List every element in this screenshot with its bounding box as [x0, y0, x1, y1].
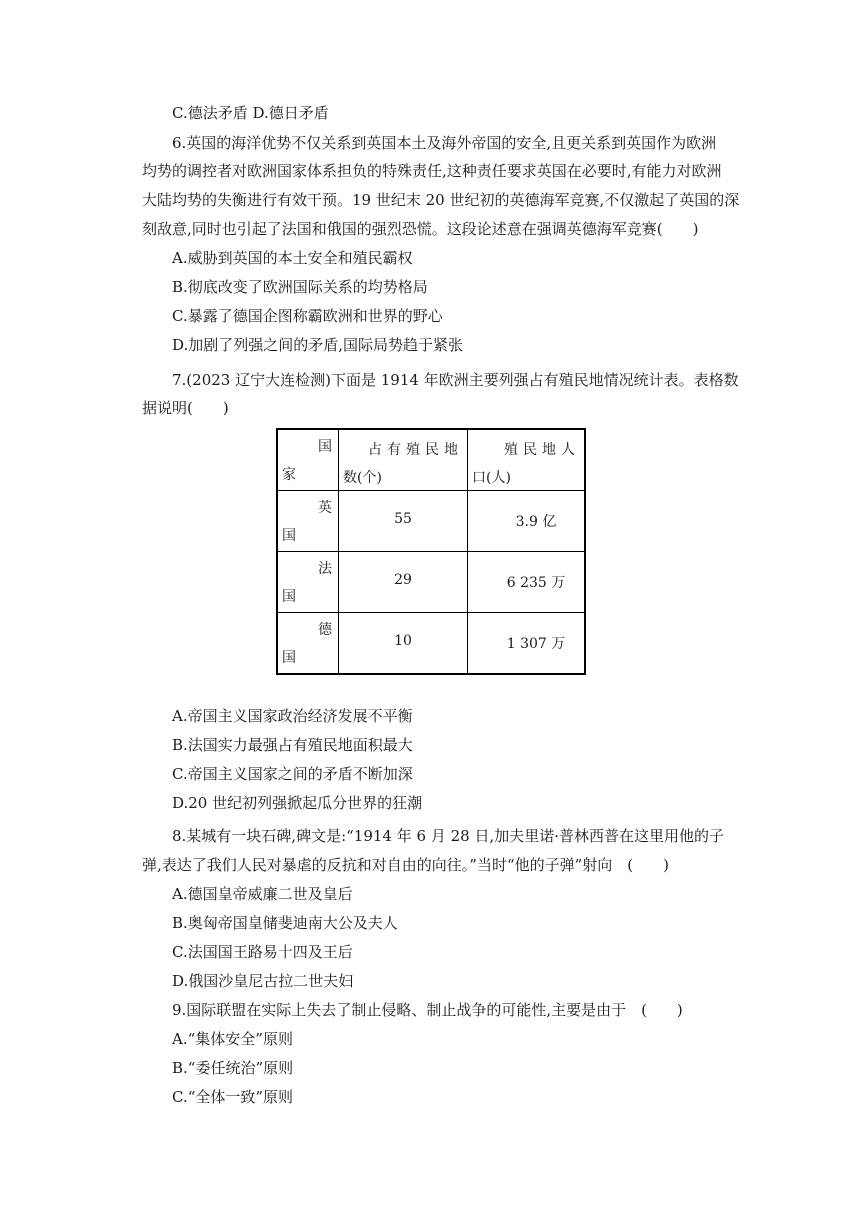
- colony-count: 29: [394, 572, 412, 588]
- question-7-text: 7.(2023 辽宁大连检测)下面是 1914 年欧洲主要列强占有殖民地情况统计表。表格数: [172, 371, 739, 389]
- colony-count: 55: [394, 511, 412, 527]
- option-line: C.德法矛盾 D.德日矛盾: [172, 104, 329, 122]
- question-9-option-b: B.“委任统治”原则: [172, 1059, 294, 1077]
- colony-count: 10: [394, 633, 412, 649]
- question-6-option-c: C.暴露了德国企图称霸欧洲和世界的野心: [172, 307, 443, 325]
- question-8-text: 弹,表达了我们人民对暴虐的反抗和对自由的向往。”当时“他的子弹”射向 ( ): [142, 856, 669, 874]
- question-7-option-b: B.法国实力最强占有殖民地面积最大: [172, 736, 413, 754]
- colony-population: 1 307 万: [506, 636, 566, 652]
- colony-population: 6 235 万: [506, 575, 566, 591]
- question-6-option-d: D.加剧了列强之间的矛盾,国际局势趋于紧张: [172, 336, 464, 354]
- question-6-text: 6.英国的海洋优势不仅关系到英国本土及海外帝国的安全,且更关系到英国作为欧洲: [172, 134, 717, 152]
- header-country: 国 家: [277, 429, 339, 491]
- question-8-option-d: D.俄国沙皇尼古拉二世夫妇: [172, 972, 354, 990]
- question-6-option-b: B.彻底改变了欧洲国际关系的均势格局: [172, 278, 428, 296]
- country-name: 法: [318, 561, 332, 577]
- question-7-option-a: A.帝国主义国家政治经济发展不平衡: [172, 707, 413, 725]
- question-6-option-a: A.威胁到英国的本土安全和殖民霸权: [172, 249, 413, 267]
- colony-population: 3.9 亿: [515, 514, 557, 530]
- header-colony-population: 殖民地人 口(人): [468, 429, 586, 491]
- question-7-text: 据说明( ): [142, 399, 229, 417]
- question-6-text: 均势的调控者对欧洲国家体系担负的特殊责任,这种责任要求英国在必要时,有能力对欧洲: [142, 162, 722, 180]
- question-8-option-c: C.法国国王路易十四及王后: [172, 943, 353, 961]
- question-6-text: 刻敌意,同时也引起了法国和俄国的强烈恐慌。这段论述意在强调英德海军竞赛( ): [142, 220, 699, 238]
- header-colony-count: 占有殖民地 数(个): [339, 429, 468, 491]
- question-9-text: 9.国际联盟在实际上失去了制止侵略、制止战争的可能性,主要是由于 ( ): [172, 1001, 683, 1019]
- country-name: 英: [318, 500, 332, 516]
- question-8-option-b: B.奥匈帝国皇储斐迪南大公及夫人: [172, 914, 398, 932]
- table-row: [277, 491, 585, 552]
- table-row: [277, 552, 585, 613]
- country-name: 国: [282, 650, 296, 666]
- question-8-option-a: A.德国皇帝威廉二世及皇后: [172, 885, 353, 903]
- country-name: 国: [282, 589, 296, 605]
- question-9-option-a: A.“集体安全”原则: [172, 1030, 293, 1048]
- question-7-option-c: C.帝国主义国家之间的矛盾不断加深: [172, 765, 413, 783]
- country-name: 德: [318, 622, 332, 638]
- question-9-option-c: C.“全体一致”原则: [172, 1088, 294, 1106]
- question-7-option-d: D.20 世纪初列强掀起瓜分世界的狂潮: [172, 794, 423, 812]
- question-6-text: 大陆均势的失衡进行有效干预。19 世纪末 20 世纪初的英德海军竞赛,不仅激起了英国的深: [142, 191, 740, 209]
- country-name: 国: [282, 528, 296, 544]
- question-8-text: 8.某城有一块石碑,碑文是:“1914 年 6 月 28 日,加夫里诺·普林西普在这里用他的子: [172, 827, 724, 845]
- table-row: [277, 613, 585, 675]
- colony-stats-table: [276, 428, 586, 675]
